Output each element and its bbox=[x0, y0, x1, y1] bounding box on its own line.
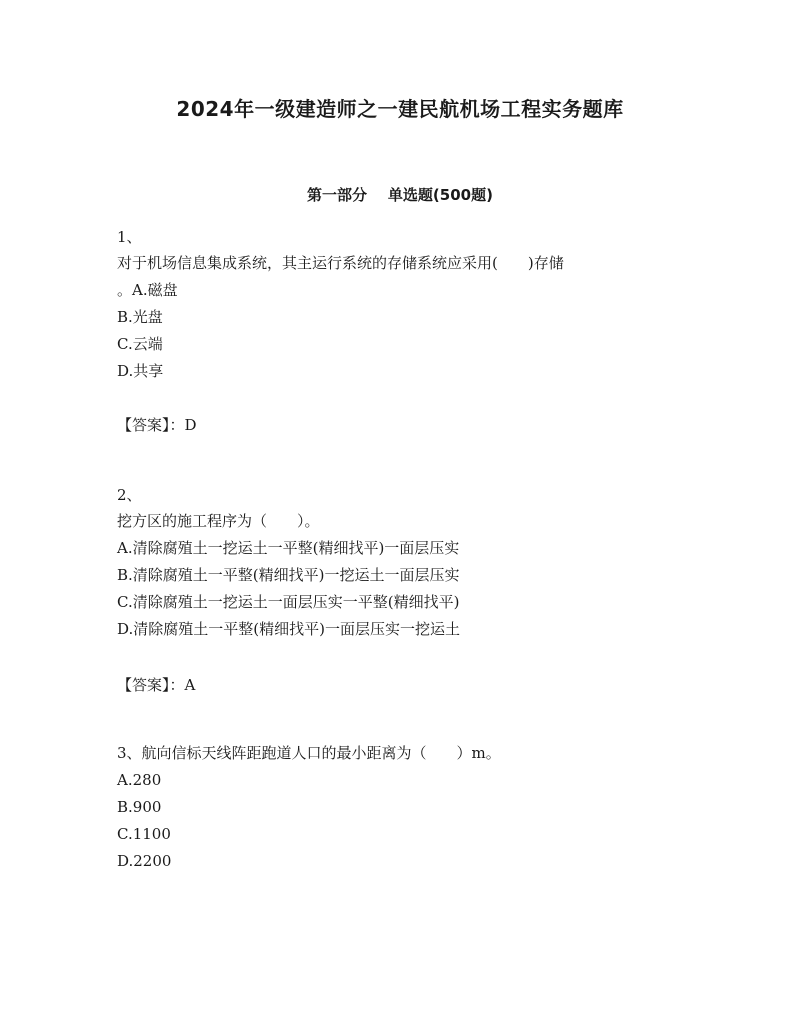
option-c: C.1100 bbox=[117, 825, 171, 843]
question-stem: 对于机场信息集成系统，其主运行系统的存储系统应采用( )存储 bbox=[117, 254, 564, 272]
question-number: 2、 bbox=[117, 486, 142, 504]
question-stem-continuation: 。A.磁盘 bbox=[117, 281, 178, 299]
option-b: B.900 bbox=[117, 798, 162, 816]
option-c: C.云端 bbox=[117, 335, 163, 353]
answer: 【答案】：D bbox=[117, 416, 197, 434]
option-d: D.清除腐殖土一平整(精细找平)一面层压实一挖运土 bbox=[117, 620, 460, 638]
option-d: D.共享 bbox=[117, 362, 164, 380]
option-b: B.光盘 bbox=[117, 308, 163, 326]
question-stem: 挖方区的施工程序为（ ）。 bbox=[117, 512, 320, 530]
option-c: C.清除腐殖土一挖运土一面层压实一平整(精细找平) bbox=[117, 593, 460, 611]
question-number: 1、 bbox=[117, 228, 142, 246]
answer: 【答案】：A bbox=[117, 676, 196, 694]
option-d: D.2200 bbox=[117, 852, 172, 870]
document-title: 2024年一级建造师之一建民航机场工程实务题库 bbox=[176, 97, 624, 121]
option-b: B.清除腐殖土一平整(精细找平)一挖运土一面层压实 bbox=[117, 566, 460, 584]
section-title: 第一部分 单选题(500题) bbox=[307, 186, 493, 204]
option-a: A.280 bbox=[117, 771, 162, 789]
question-stem: 3、航向信标天线阵距跑道人口的最小距离为（ ）m。 bbox=[117, 744, 501, 762]
option-a: A.清除腐殖土一挖运土一平整(精细找平)一面层压实 bbox=[117, 539, 460, 557]
